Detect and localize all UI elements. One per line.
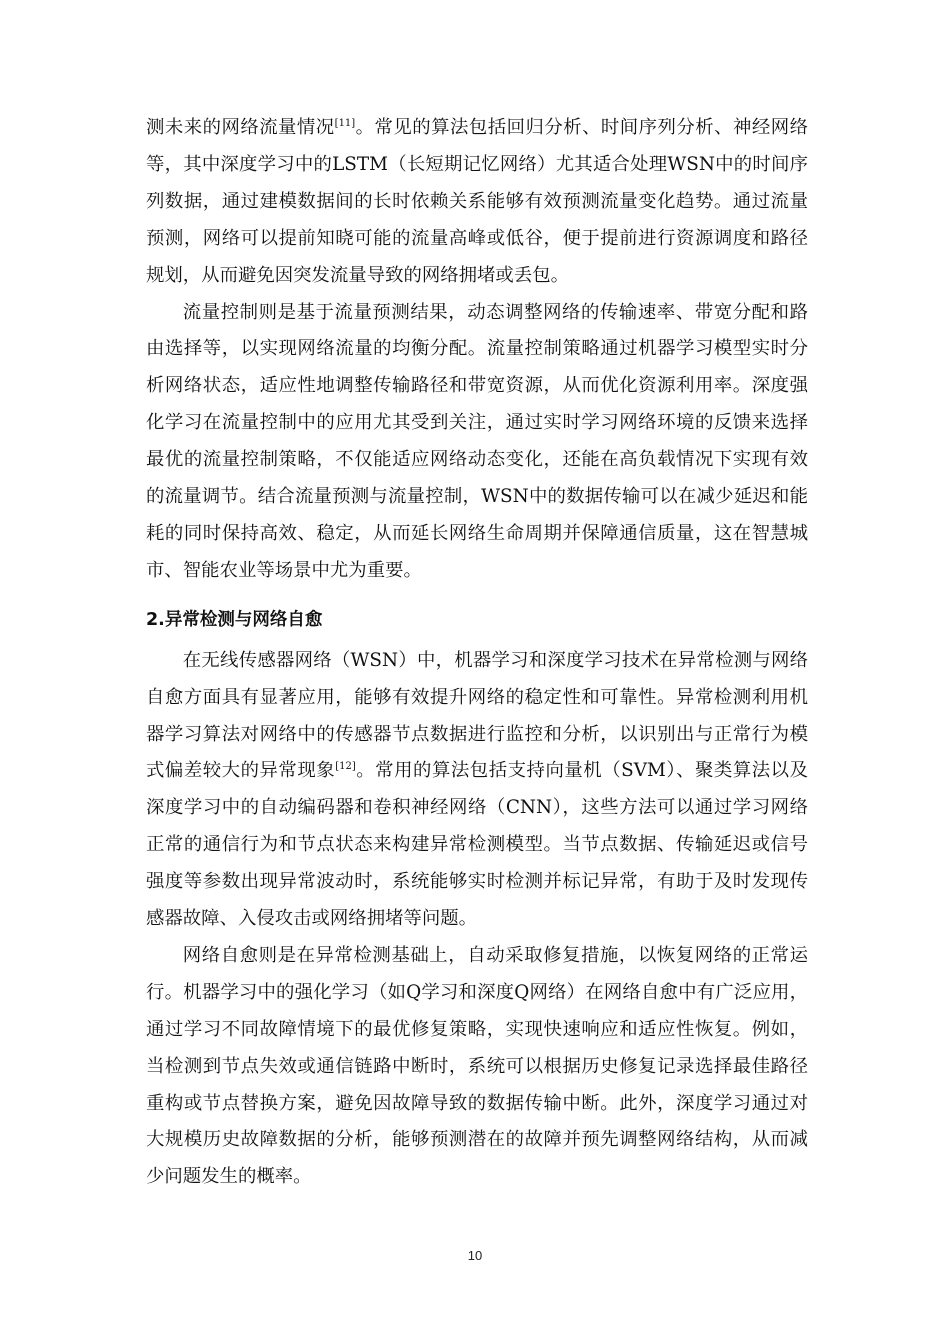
page-number: 10 xyxy=(467,1248,483,1263)
paragraph-traffic-prediction xyxy=(146,110,808,295)
paragraph-traffic-control: 流量控制则是基于流量预测结果，动态调整网络的传输速率、带宽分配和路由选择等，以实现网络流量的均衡分配。流量控制策略通过机器学习模型实时分析网络状态，适应性地调整传输路径和带宽资源，从而优化资源利用率。深度强化学习在流量控制中的应用尤其受到关注，通过实时学习网络环境的反馈来选择最优的流量控制策略，不仅能适应网络动态变化，还能在高负载情况下实现有效的流量调节。结合流量预测与流量控制，WSN中的数据传输可以在减少延迟和能耗的同时保持高效、稳定，从而延长网络生命周期并保障通信质量，这在智慧城市、智能农业等场景中尤为重要。 xyxy=(146,301,808,581)
citation-11: [11] xyxy=(334,117,356,129)
paragraph-anomaly-detection xyxy=(146,643,808,938)
document-body xyxy=(146,110,808,1196)
paragraph-text: 。常见的算法包括回归分析、时间序列分析、神经网络等，其中深度学习中的LSTM（长短期记忆网络）尤其适合处理WSN中的时间序列数据，通过建模数据间的长时依赖关系能够有效预测流量变化趋势。通过流量预测，网络可以提前知晓可能的流量高峰或低谷，便于提前进行资源调度和路径规划，从而避免因突发流量导致的网络拥堵或丢包。 xyxy=(146,117,808,286)
paragraph-text: 在无线传感器网络（WSN）中，机器学习和深度学习技术在异常检测与网络自愈方面具有显著应用，能够有效提升网络的稳定性和可靠性。异常检测利用机器学习算法对网络中的传感器节点数据进行监控和分析，以识别出与正常行为模式偏差较大的异常现象 xyxy=(146,649,808,782)
citation-12: [12] xyxy=(335,761,356,773)
section-heading: 2.异常检测与网络自愈 xyxy=(146,609,323,630)
paragraph-text: 测未来的网络流量情况 xyxy=(146,117,335,138)
paragraph-text: 。常用的算法包括支持向量机（SVM）、聚类算法以及深度学习中的自动编码器和卷积神经网络（CNN），这些方法可以通过学习网络正常的通信行为和节点状态来构建异常检测模型。当节点数据、传输延迟或信号强度等参数出现异常波动时，系统能够实时检测并标记异常，有助于及时发现传感器故障、入侵攻击或网络拥堵等问题。 xyxy=(146,760,808,930)
paragraph-self-healing: 网络自愈则是在异常检测基础上，自动采取修复措施，以恢复网络的正常运行。机器学习中的强化学习（如Q学习和深度Q网络）在网络自愈中有广泛应用，通过学习不同故障情境下的最优修复策略，实现快速响应和适应性恢复。例如，当检测到节点失效或通信链路中断时，系统可以根据历史修复记录选择最佳路径重构或节点替换方案，避免因故障导致的数据传输中断。此外，深度学习通过对大规模历史故障数据的分析，能够预测潜在的故障并预先调整网络结构，从而减少问题发生的概率。 xyxy=(146,944,808,1188)
